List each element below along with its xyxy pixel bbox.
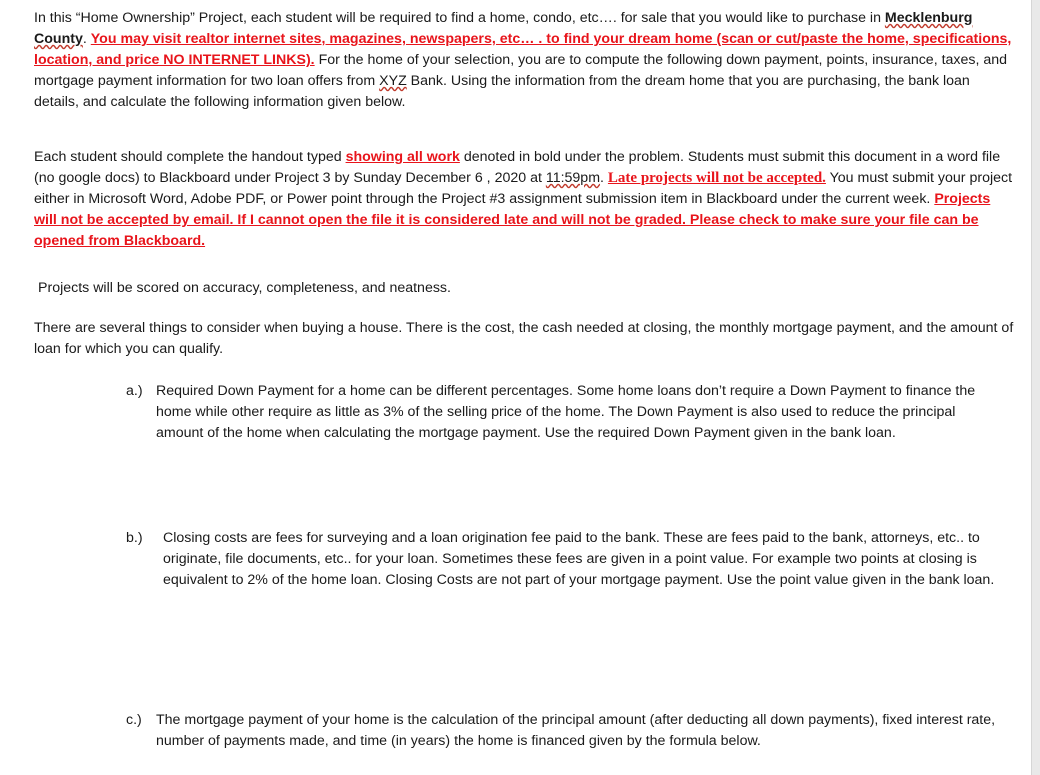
list-item-label: c.) [126, 712, 142, 728]
deadline-time: 11:59pm [545, 170, 601, 186]
intro-text: Bank. Using the information from the dream home that you are purchasing, the bank loan details, and calculate the following information given below. [34, 73, 970, 110]
bank-name: XYZ [379, 73, 407, 89]
submission-text: Each student should complete the handout typed [34, 149, 346, 165]
list-item-text: Closing costs are fees for surveying and a loan origination fee paid to the bank. These are fees paid to the bank, attorneys, etc.. to originate, file documents, etc.. for your loan. Sometimes these fees are given in a point value. For example two points at closing is equivalent to 2% of the home loan. Closing Costs are not part of your mortgage payment. Use the point value given in the bank loan. [163, 530, 995, 588]
window-edge [1031, 0, 1040, 775]
submission-text: denoted in bold under the problem. Students must submit this document in a word file (no google docs) to Blackboard under Project 3 by Sunday December 6 , 2020 at [34, 149, 1001, 186]
submission-text: . [600, 170, 608, 186]
considerations-paragraph: There are several things to consider when buying a house. There is the cost, the cash needed at closing, the monthly mortgage payment, and the amount of loan for which you can qualify. [34, 320, 1014, 357]
intro-text: . [82, 31, 91, 47]
intro-text: In this “Home Ownership” Project, each student will be required to find a home, condo, etc…. for sale that you would like to purchase in [34, 10, 885, 26]
intro-instruction-red: You may visit realtor internet sites, magazines, newspapers, etc… . to find your dream home (scan or cut/paste the home, specifications, location, and price NO INTERNET LINKS). [34, 31, 1012, 68]
late-policy-note: Late projects will not be accepted. [607, 170, 826, 186]
submission-paragraph [34, 147, 1014, 252]
show-work-note: showing all work [345, 149, 460, 165]
intro-text: For the home of your selection, you are to compute the following down payment, points, insurance, taxes, and mortgage payment information for two loan offers from [34, 52, 1008, 89]
county-name: Mecklenburg County [34, 10, 973, 47]
list-item-text: The mortgage payment of your home is the calculation of the principal amount (after deducting all down payments), fixed interest rate, number of payments made, and time (in years) the home is financed given by the formula below. [156, 712, 996, 749]
submission-text: You must submit your project either in Microsoft Word, Adobe PDF, or Power point through the Project #3 assignment submission item in Blackboard under the current week. [34, 170, 1013, 207]
intro-paragraph [34, 8, 1014, 113]
list-item-text: Required Down Payment for a home can be different percentages. Some home loans don’t require a Down Payment to finance the home while other require as little as 3% of the selling price of the home. The Down Payment is also used to reduce the principal amount of the home when calculating the mortgage payment. Use the required Down Payment given in the bank loan. [156, 383, 976, 441]
email-policy-note: Projects will not be accepted by email. If I cannot open the file it is considered late and will not be graded. Please check to make sure your file can be opened from Blackboard. [34, 191, 991, 249]
scoring-paragraph: Projects will be scored on accuracy, completeness, and neatness. [38, 280, 451, 296]
list-item-label: b.) [126, 530, 143, 546]
list-item-label: a.) [126, 383, 143, 399]
